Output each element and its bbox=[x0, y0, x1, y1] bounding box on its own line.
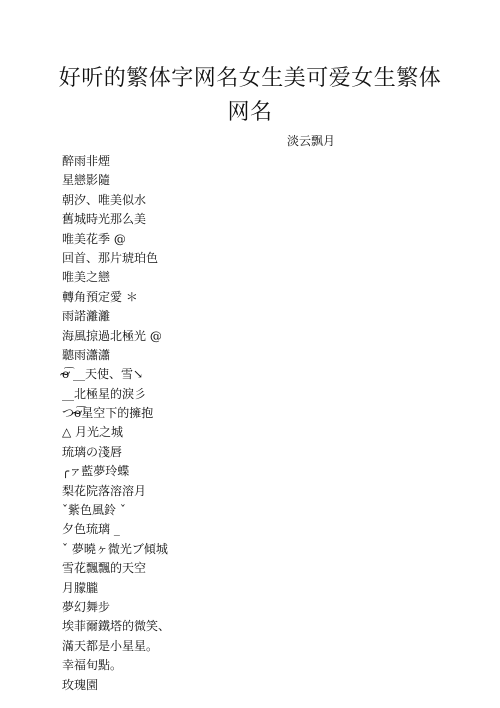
list-item: 夕色琉璃 _ bbox=[62, 522, 120, 537]
list-item: 幸福旬點。 bbox=[62, 658, 123, 673]
list-item: 舊城時光那么美 bbox=[62, 212, 147, 227]
list-item: ˇ紫色風鈴 ˇ bbox=[62, 503, 126, 518]
list-item: 唯美花季 @ bbox=[62, 231, 126, 246]
list-item: 埃菲爾鐵塔的微笑、 bbox=[62, 619, 171, 634]
list-item: 唯美之戀 bbox=[62, 270, 111, 285]
list-item: △ 月光之城 bbox=[62, 425, 124, 440]
list-item: 月朦朧 bbox=[62, 580, 99, 595]
document-title: 好听的繁体字网名女生美可爱女生繁体网名 bbox=[58, 66, 442, 125]
list-item: 琉璃の淺唇 bbox=[62, 444, 123, 459]
list-item: 星戀影隨 bbox=[62, 173, 111, 188]
author-name: 淡云飘月 bbox=[287, 134, 336, 148]
list-item: ˇ 夢曉ヶ微光ブ傾城 bbox=[62, 541, 168, 556]
list-item: つơ̴̴͡星空下的擁抱 bbox=[62, 406, 154, 421]
list-item: 醉雨非煙 bbox=[62, 154, 111, 168]
list-item: ╭ァ藍夢玲蝶 bbox=[62, 464, 130, 479]
list-item: __北極星的淚彡 bbox=[62, 386, 147, 401]
list-item: 雪花飄飄的天空 bbox=[62, 561, 147, 576]
list-item: 雨諾灕灕 bbox=[62, 309, 111, 324]
list-item: 梨花院落溶溶月 bbox=[62, 483, 147, 498]
name-list bbox=[62, 152, 170, 695]
list-item: 滿天都是小星星。 bbox=[62, 638, 159, 653]
list-item: 回首、那片琥珀色 bbox=[62, 250, 159, 265]
list-item: 海風掠過北極光 @ bbox=[62, 328, 162, 343]
list-item: 朝汐、唯美似水 bbox=[62, 192, 147, 207]
list-item: 轉角預定愛 ＊ bbox=[62, 289, 138, 304]
list-item: 聽雨瀟瀟 bbox=[62, 347, 111, 362]
list-item: ơ̴̴͡ __天使、雪↘ bbox=[62, 367, 144, 382]
list-item: 玫瑰園 bbox=[62, 677, 99, 692]
list-item: 夢幻舞步 bbox=[62, 599, 111, 614]
